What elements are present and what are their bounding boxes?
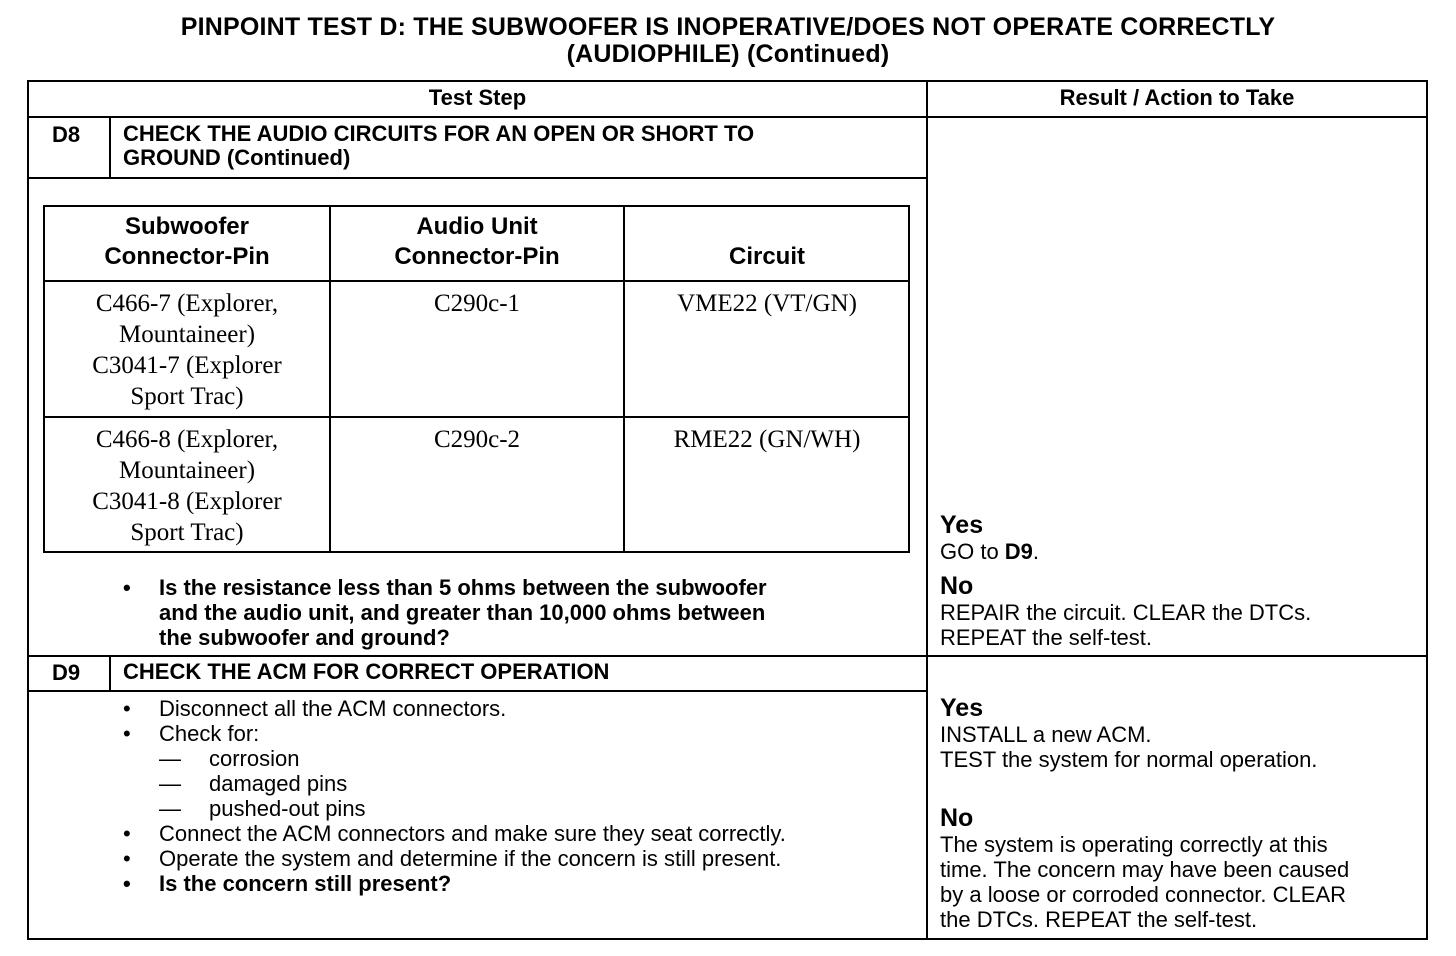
dash-icon: —: [159, 771, 181, 796]
table-row-2-audio-unit: C290c-2: [433, 426, 521, 453]
d9-no-line-1: The system is operating correctly at this: [940, 832, 1328, 857]
d9-no-line-4: the DTCs. REPEAT the self-test.: [940, 907, 1258, 932]
connector-row-rule: [43, 416, 910, 418]
dash-icon: —: [159, 746, 181, 771]
list-item: • Operate the system and determine if the concern is still present.: [123, 846, 782, 871]
d8-no-line-2: REPEAT the self-test.: [940, 625, 1152, 650]
table-row-1-circuit: VME22 (VT/GN): [677, 290, 857, 317]
table-row-2-subwoofer: C466-8 (Explorer, Mountaineer) C3041-8 (Explorer Sport Trac): [92, 426, 282, 546]
list-item: • Disconnect all the ACM connectors.: [123, 696, 507, 721]
dash-icon: —: [159, 796, 181, 821]
d8-no-line-1: REPAIR the circuit. CLEAR the DTCs.: [940, 600, 1312, 625]
table-row-1-subwoofer: C466-7 (Explorer, Mountaineer) C3041-7 (Explorer Sport Trac): [92, 290, 282, 410]
list-item: • Check for:: [123, 721, 260, 746]
header-test-step: Test Step: [428, 85, 527, 110]
list-item: • Is the resistance less than 5 ohms between the subwoofer: [123, 575, 767, 600]
d9-no-label: No: [940, 804, 974, 832]
d8-no-label: No: [940, 572, 974, 600]
bullet-icon: •: [123, 821, 131, 846]
d9-no-line-2: time. The concern may have been caused: [940, 857, 1350, 882]
column-header-subwoofer: Subwoofer Connector-Pin: [104, 213, 270, 270]
page-title: [0, 14, 1456, 68]
d9-yes-line-2: TEST the system for normal operation.: [940, 747, 1318, 772]
d8-id-divider: [109, 117, 111, 178]
d9-yes-label: Yes: [940, 694, 984, 722]
bullet-icon: •: [123, 696, 131, 721]
table-row-2-circuit: RME22 (GN/WH): [673, 426, 861, 453]
connector-header-rule: [43, 280, 910, 282]
list-item: • Connect the ACM connectors and make sure they seat correctly.: [123, 821, 786, 846]
bullet-icon: •: [123, 871, 131, 896]
step-title-d9: CHECK THE ACM FOR CORRECT OPERATION: [123, 659, 610, 684]
d8-title-rule: [27, 177, 927, 179]
bullet-icon: •: [123, 721, 131, 746]
column-header-audio-unit: Audio Unit Connector-Pin: [394, 213, 560, 270]
d8-yes-text: GO to D9.: [940, 539, 1040, 564]
d9-no-line-3: by a loose or corroded connector. CLEAR: [940, 882, 1347, 907]
title-line-2: (AUDIOPHILE) (Continued): [566, 40, 890, 68]
step-title-d8: CHECK THE AUDIO CIRCUITS FOR AN OPEN OR SHORT TO GROUND (Continued): [123, 121, 755, 170]
step-id-d8: D8: [52, 122, 81, 147]
column-divider: [926, 80, 928, 940]
bullet-icon: •: [123, 575, 131, 600]
d8-result: [940, 511, 1311, 650]
d9-yes-line-1: INSTALL a new ACM.: [940, 722, 1152, 747]
header-result: Result / Action to Take: [1059, 85, 1295, 110]
list-item: — pushed-out pins: [159, 796, 366, 821]
title-line-1: PINPOINT TEST D: THE SUBWOOFER IS INOPERATIVE/DOES NOT OPERATE CORRECTLY: [180, 13, 1276, 41]
d9-title-rule: [27, 690, 927, 692]
list-item: the subwoofer and ground?: [159, 625, 450, 650]
step-id-d9: D9: [52, 660, 81, 685]
bullet-icon: •: [123, 846, 131, 871]
column-header-circuit: Circuit: [728, 243, 805, 270]
list-item: — damaged pins: [159, 771, 348, 796]
d9-steps: [109, 696, 786, 896]
d8-question: [109, 575, 767, 650]
d9-result: [940, 694, 1349, 932]
d8-yes-label: Yes: [940, 511, 984, 539]
list-item: and the audio unit, and greater than 10,000 ohms between: [159, 600, 766, 625]
d8-d9-rule: [27, 655, 1428, 657]
header-rule: [27, 116, 1428, 118]
table-row-1-audio-unit: C290c-1: [433, 290, 521, 317]
list-item: • Is the concern still present?: [123, 871, 452, 896]
list-item: — corrosion: [159, 746, 300, 771]
d9-id-divider: [109, 656, 111, 691]
